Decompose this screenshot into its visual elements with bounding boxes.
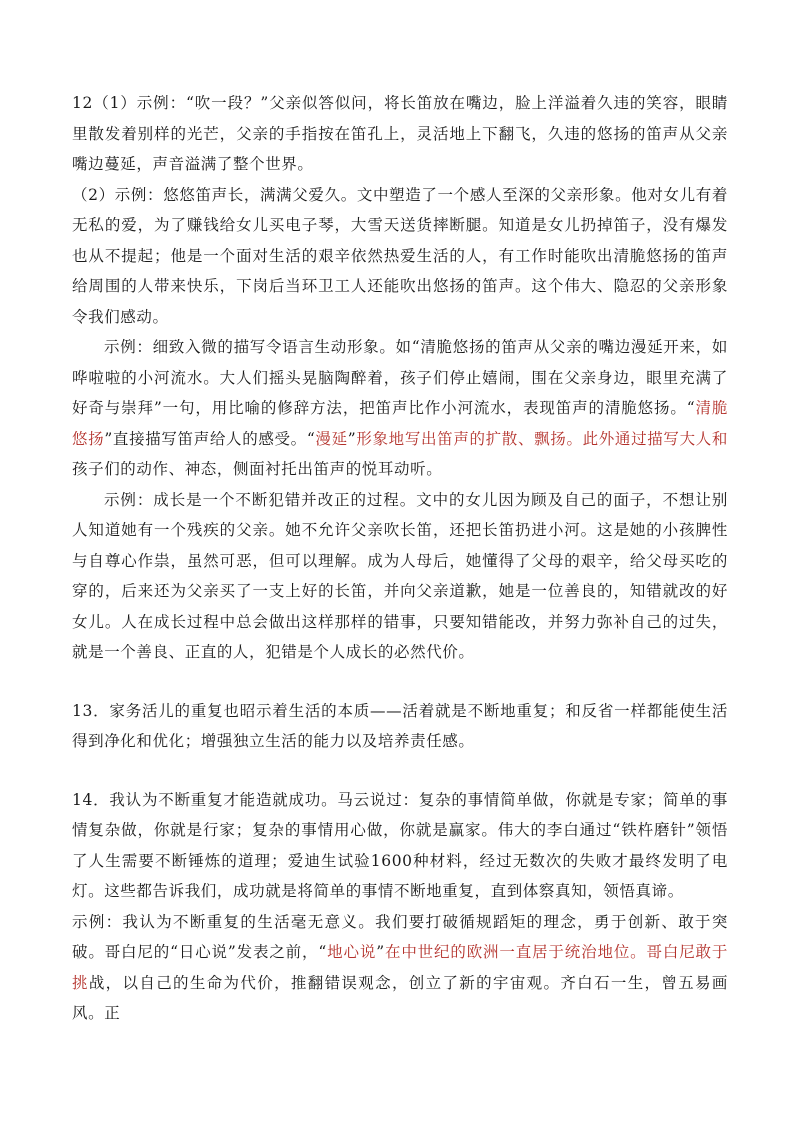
q12-example-language-text-b: ”直接描写笛声给人的感受。“ xyxy=(104,429,316,448)
q14-example-text-b: ” xyxy=(376,943,385,961)
q14-highlight-geocentric: 地心说 xyxy=(326,943,377,961)
q12-highlight-spread: 漫延 xyxy=(315,429,348,448)
q12-example-language-text-d: 孩子们的动作、神态，侧面衬托出笛声的悦耳动听。 xyxy=(72,460,443,478)
q14-example-innovation xyxy=(72,907,728,1029)
q12-example-growth: 示例：成长是一个不断犯错并改正的过程。文中的女儿因为顾及自己的面子，不想让别人知道她有一个残疾的父亲。她不允许父亲吹长笛，还把长笛扔进小河。这是她的小孩脾性与自尊心作祟，虽然可恶，但可以理解。成为人母后，她懂得了父母的艰辛，给父母买吃的穿的，后来还为父亲买了一支上好的长笛，并向父亲道歉，她是一位善良的，知错就改的好女儿。人在成长过程中总会做出这样那样的错事，只要知错能改，并努力弥补自己的过失，就是一个善良、正直的人，犯错是个人成长的必然代价。 xyxy=(72,490,728,661)
q14-example-text-a: 示例：我认为不断重复的生活毫无意义。我们要打破循规蹈矩的理念，勇于创新、敢于突破。哥白尼的“日心说”发表之前，“ xyxy=(72,912,728,961)
q12-highlight-explanation: 形象地写出笛声的扩散、飘扬。此外通过描写大人和 xyxy=(356,429,729,448)
q13-answer: 13．家务活儿的重复也昭示着生活的本质——活着就是不断地重复；和反省一样都能使生活得到净化和优化；增强独立生活的能力以及培养责任感。 xyxy=(72,701,728,750)
q12-example-language-text-c: ” xyxy=(347,429,357,448)
q14-answer-repetition-success: 14．我认为不断重复才能造就成功。马云说过：复杂的事情简单做，你就是专家；简单的事情复杂做，你就是行家；复杂的事情用心做，你就是赢家。伟大的李白通过“铁杵磨针”领悟了人生需要不断锤炼的道理；爱迪生试验1600种材料，经过无数次的失败才最终发明了电灯。这些都告诉我们，成功就是将简单的事情不断地重复，直到体察真知，领悟真谛。 xyxy=(72,790,728,900)
q14-highlight-dominance: 在中世纪的欧洲一直居于统治地位。哥白尼敢于挑 xyxy=(72,943,728,992)
q12-highlight-crisp-melodious: 清脆悠扬 xyxy=(72,399,728,448)
answer-document xyxy=(72,88,728,1029)
q12-part2-answer: （2）示例：悠悠笛声长，满满父爱久。文中塑造了一个感人至深的父亲形象。他对女儿有着无私的爱，为了赚钱给女儿买电子琴，大雪天送货摔断腿。知道是女儿扔掉笛子，没有爆发也从不提起；他是一个面对生活的艰辛依然热爱生活的人，有工作时能吹出清脆悠扬的笛声给周围的人带来快乐，下岗后当环卫工人还能吹出悠扬的笛声。这个伟大、隐忍的父亲形象令我们感动。 xyxy=(72,185,728,326)
q12-example-language xyxy=(72,332,728,485)
q12-example-language-text-a: 示例：细致入微的描写令语言生动形象。如“清脆悠扬的笛声从父亲的嘴边漫延开来，如哗啦啦的小河流水。大人们摇头晃脑陶醉着，孩子们停止嬉闹，围在父亲身边，眼里充满了好奇与崇拜”一句，用比喻的修辞方法，把笛声比作小河流水，表现笛声的清脆悠扬。“ xyxy=(72,338,728,417)
q12-part1-answer: 12（1）示例：“吹一段？”父亲似答似问，将长笛放在嘴边，脸上洋溢着久违的笑容，眼睛里散发着别样的光芒，父亲的手指按在笛孔上，灵活地上下翻飞，久违的悠扬的笛声从父亲嘴边蔓延，声音溢满了整个世界。 xyxy=(72,94,728,173)
q14-example-text-c: 战，以自己的生命为代价，推翻错误观念，创立了新的宇宙观。齐白石一生，曾五易画风。正 xyxy=(72,973,728,1022)
